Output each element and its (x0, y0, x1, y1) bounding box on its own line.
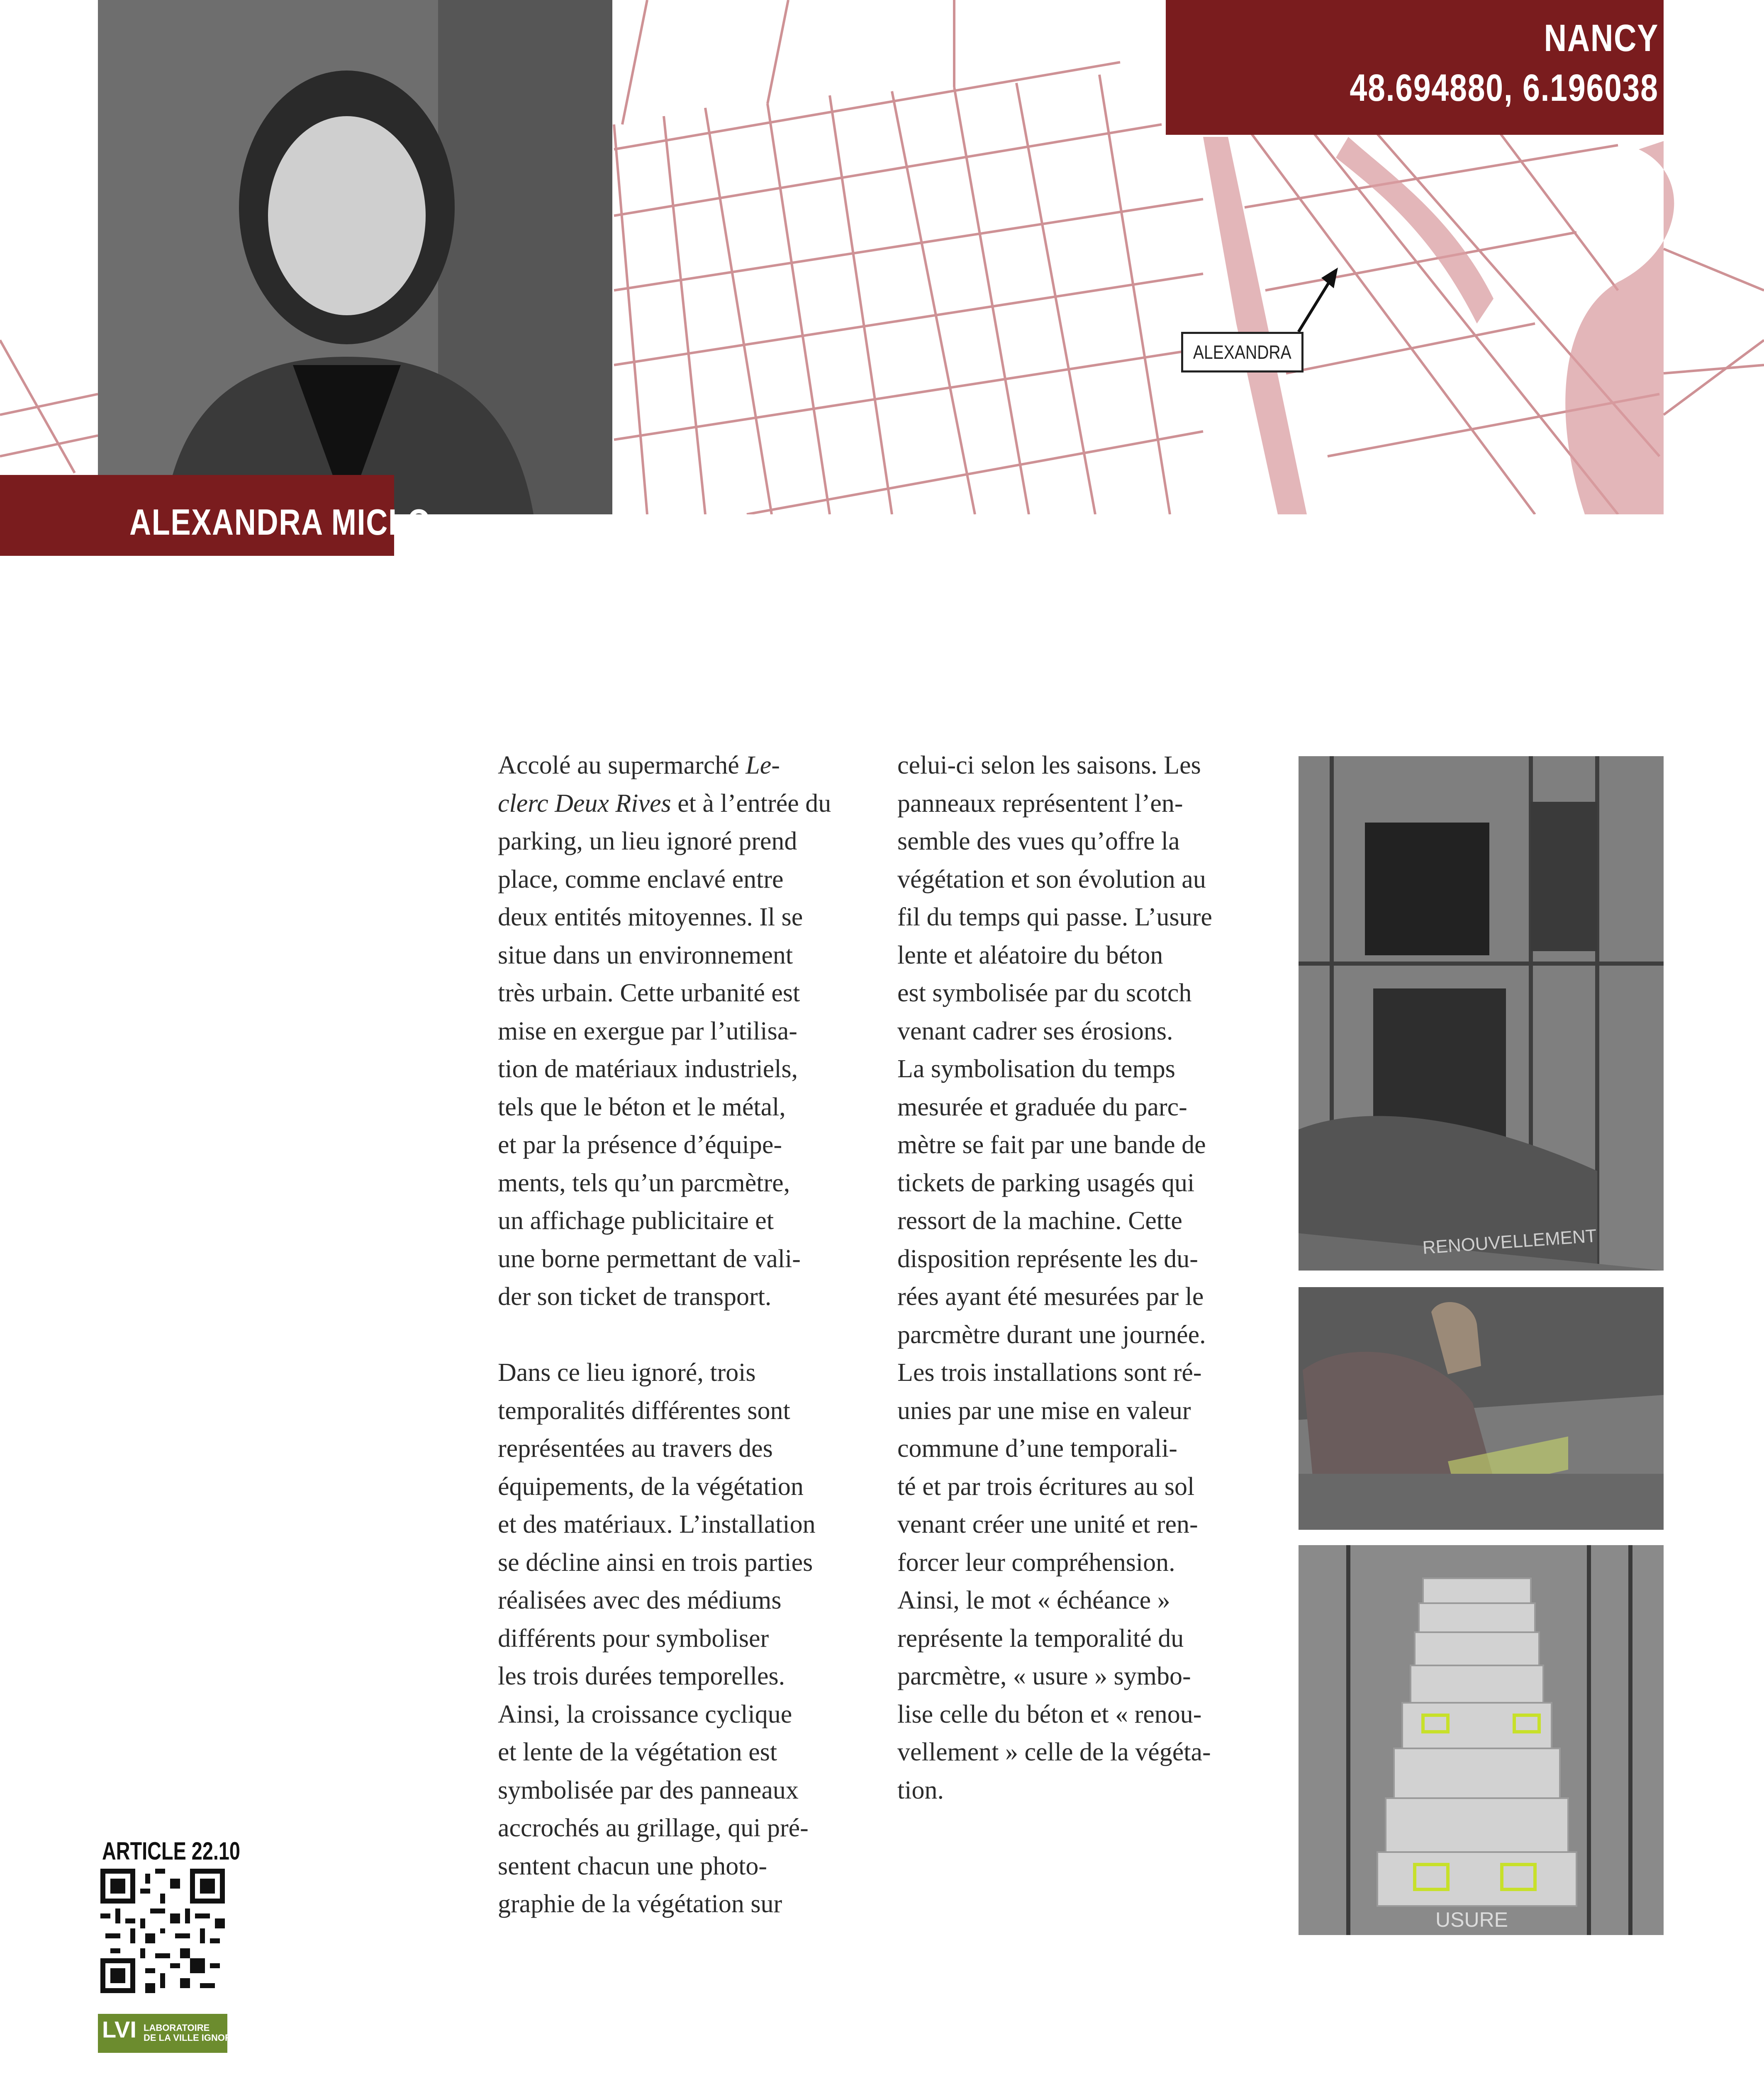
text-line: réalisées avec des médiums (498, 1586, 782, 1614)
photo-artist-taping (1299, 1287, 1664, 1530)
text-line: représentées au travers des (498, 1434, 773, 1463)
photo3-caption: USURE (1435, 1908, 1508, 1931)
text-line: mesurée et graduée du parc- (897, 1093, 1187, 1121)
text-line: mètre se fait par une bande de (897, 1131, 1206, 1159)
lvi-logo-text (144, 2023, 244, 2043)
text-column-2 (897, 747, 1279, 1809)
text-line: est symbolisée par du scotch (897, 979, 1192, 1007)
text-line: parcmètre, « usure » symbo- (897, 1662, 1191, 1690)
text-line: deux entités mitoyennes. Il se (498, 903, 803, 931)
text-line: un affichage publicitaire et (498, 1207, 774, 1235)
lvi-logo-line1: LABORATOIRE (144, 2023, 210, 2033)
location-city: NANCY (1544, 17, 1659, 59)
text-line: parcmètre durant une journée. (897, 1320, 1206, 1349)
text-line: mise en exergue par l’utilisa- (498, 1017, 797, 1045)
text-line: tickets de parking usagés qui (897, 1168, 1195, 1197)
text-line: fil du temps qui passe. L’usure (897, 903, 1212, 931)
text-line: commune d’une temporali- (897, 1434, 1177, 1463)
text-line: clerc Deux Rives et à l’entrée du (498, 789, 831, 818)
text-column-1 (498, 747, 871, 1923)
author-name: ALEXANDRA MICLO (129, 501, 431, 543)
text-line: place, comme enclavé entre (498, 865, 784, 893)
text-line: sentent chacun une photo- (498, 1852, 767, 1880)
text-line: der son ticket de transport. (498, 1283, 772, 1311)
text-line: ressort de la machine. Cette (897, 1207, 1182, 1235)
lvi-logo-mark: LVI (102, 2016, 136, 2042)
location-coordinates: 48.694880, 6.196038 (1350, 67, 1659, 109)
text-line: différents pour symboliser (498, 1624, 769, 1653)
photo1-caption: RENOUVELLEMENT (1422, 1225, 1598, 1258)
text-line: et par la présence d’équipe- (498, 1131, 782, 1159)
text-line: se décline ainsi en trois parties (498, 1548, 813, 1577)
text-line: tels que le béton et le métal, (498, 1093, 786, 1121)
qr-code[interactable] (100, 1869, 225, 1993)
map-marker-text: ALEXANDRA (1193, 341, 1291, 363)
text-line: té et par trois écritures au sol (897, 1472, 1195, 1501)
text-line: lente et aléatoire du béton (897, 941, 1163, 969)
text-line: Accolé au supermarché Le- (498, 751, 780, 779)
text-line: les trois durées temporelles. (498, 1662, 785, 1690)
text-line: symbolisée par des panneaux (498, 1776, 799, 1804)
text-line: très urbain. Cette urbanité est (498, 979, 800, 1007)
text-line: forcer leur compréhension. (897, 1548, 1175, 1577)
text-line: rées ayant été mesurées par le (897, 1283, 1204, 1311)
text-line: tion de matériaux industriels, (498, 1055, 798, 1083)
text-line: parking, un lieu ignoré prend (498, 827, 797, 855)
text-line: et lente de la végétation est (498, 1738, 777, 1766)
location-badge (1166, 0, 1664, 135)
text-line: La symbolisation du temps (897, 1055, 1175, 1083)
text-line: celui-ci selon les saisons. Les (897, 751, 1201, 779)
author-name-badge (0, 475, 431, 556)
text-line: vellement » celle de la végéta- (897, 1738, 1211, 1766)
text-line: une borne permettant de vali- (498, 1244, 801, 1273)
text-line: Les trois installations sont ré- (897, 1358, 1202, 1387)
text-line: ments, tels qu’un parcmètre, (498, 1168, 790, 1197)
text-line: disposition représente les du- (897, 1244, 1198, 1273)
text-line: panneaux représentent l’en- (897, 789, 1183, 818)
text-line: lise celle du béton et « renou- (897, 1700, 1202, 1728)
text-line: venant cadrer ses érosions. (897, 1017, 1173, 1045)
lvi-logo-line2: DE LA VILLE IGNORÉE (144, 2033, 244, 2043)
text-line: équipements, de la végétation (498, 1472, 804, 1501)
text-line: unies par une mise en valeur (897, 1396, 1191, 1425)
map-marker-label (1181, 332, 1304, 372)
text-line (498, 1316, 871, 1354)
lvi-logo (98, 2014, 244, 2053)
text-line: et des matériaux. L’installation (498, 1510, 816, 1538)
text-line: semble des vues qu’offre la (897, 827, 1180, 855)
text-line: représente la temporalité du (897, 1624, 1184, 1653)
text-line: Ainsi, le mot « échéance » (897, 1586, 1170, 1614)
author-portrait (98, 0, 612, 514)
text-line: graphie de la végétation sur (498, 1890, 782, 1918)
photo-concrete-stairs (1299, 1545, 1664, 1935)
text-line: Dans ce lieu ignoré, trois (498, 1358, 756, 1387)
text-line: tion. (897, 1776, 944, 1804)
text-line: accrochés au grillage, qui pré- (498, 1814, 809, 1842)
text-line: végétation et son évolution au (897, 865, 1206, 893)
text-line: Ainsi, la croissance cyclique (498, 1700, 792, 1728)
photo-vegetation-panels (1299, 756, 1664, 1271)
text-line: venant créer une unité et ren- (897, 1510, 1198, 1538)
article-number: ARTICLE 22.10 (102, 1837, 240, 1865)
text-line: temporalités différentes sont (498, 1396, 790, 1425)
text-line: situe dans un environnement (498, 941, 793, 969)
